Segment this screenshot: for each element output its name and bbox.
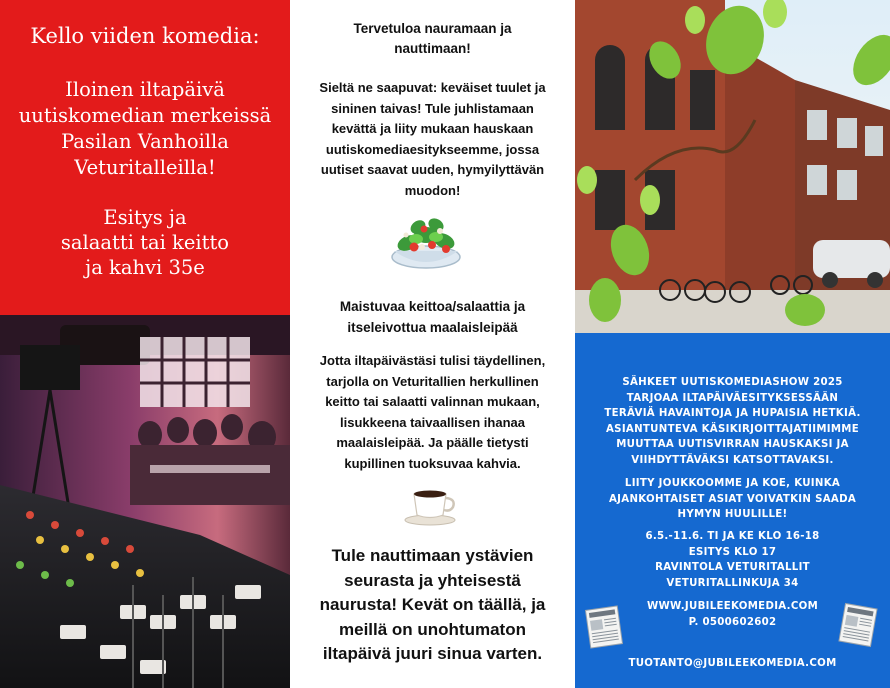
tagline-line: Pasilan Vanhoilla [61, 130, 229, 153]
tagline-line: Veturitalleilla! [74, 156, 216, 179]
offer-line: Esitys ja [103, 206, 187, 229]
closing-line: meillä on unohtumaton [339, 619, 526, 639]
event-venue: RAVINTOLA VETURITALLIT [655, 562, 810, 573]
description-line: TERÄVIÄ HAVAINTOJA JA HUPAISIA HETKIÄ. [604, 408, 861, 419]
event-title: Kello viiden komedia: [30, 24, 260, 48]
email-link[interactable]: TUOTANTO@JUBILEEKOMEDIA.COM [628, 658, 837, 669]
intro-line: Sieltä ne saapuvat: keväiset tuulet ja [319, 80, 546, 95]
food-line: keitto tai salaatti valinnan mukaan, [325, 394, 540, 409]
invitation-line: AJANKOHTAISET ASIAT VOIVATKIN SAADA [608, 493, 857, 505]
building-photo-illustration [575, 0, 890, 333]
coffee-cup-icon [402, 484, 458, 526]
blue-info-panel [575, 333, 890, 688]
event-tagline [0, 77, 290, 181]
soup-heading-line: itseleivottua maalaisleipää [347, 320, 518, 335]
description-line: SÄHKEET UUTISKOMEDIASHOW 2025 [622, 377, 843, 388]
email-contact [575, 656, 890, 672]
event-address: VETURITALLINKUJA 34 [666, 577, 799, 589]
closing-line: iltapäivä juuri sinua varten. [322, 644, 543, 663]
brick-building-photo [575, 0, 890, 333]
closing-line: naurusta! Kevät on täällä, ja [319, 595, 546, 614]
mixer-photo-illustration [0, 315, 290, 688]
description-line: MUUTTAA UUTISVIRRAN HAUSKAKSI JA [616, 439, 849, 450]
food-line: kupillinen tuoksuvaa kahvia. [344, 455, 521, 471]
newspaper-icon [838, 602, 878, 647]
welcome-line: Tervetuloa nauramaan ja [353, 21, 512, 36]
welcome-line: nauttimaan! [394, 41, 471, 56]
intro-line: uutiskomediaesitykseemme, jossa [325, 141, 540, 157]
phone-number[interactable]: P. 0500602602 [688, 616, 777, 628]
price-offer [0, 205, 290, 280]
invitation-line: HYMYN HUULILLE! [677, 509, 788, 520]
invitation-line: LIITY JOUKKOOMME JA KOE, KUINKA [624, 478, 841, 489]
food-line: maalaisleipää. Ja päälle tietysti [336, 435, 529, 450]
soup-salad-heading [300, 296, 565, 338]
intro-line: kevättä ja liity mukaan hauskaan [331, 121, 534, 136]
food-line: lisukkeena taivaallisen ihanaa [340, 414, 525, 430]
invitation [575, 476, 890, 523]
description-line: TARJOAA ILTAPÄIVÄESITYKSESSÄÄN [626, 392, 839, 404]
food-line: Jotta iltapäivästäsi tulisi täydellinen, [319, 353, 546, 368]
tagline-line: uutiskomedian merkeissä [18, 104, 272, 127]
intro-line: muodon! [404, 182, 461, 198]
sound-mixer-audience-photo [0, 315, 290, 688]
soup-heading-line: Maistuvaa keittoa/salaattia ja [339, 299, 526, 314]
description-line: ASIANTUNTEVA KÄSIKIRJOITTAJATIIMIMME [606, 423, 859, 435]
show-description [575, 375, 890, 468]
welcome-heading [300, 19, 565, 59]
event-time: ESITYS KLO 17 [688, 546, 777, 558]
intro-paragraph [296, 78, 569, 201]
info-column [290, 0, 575, 688]
website-link[interactable]: WWW.JUBILEEKOMEDIA.COM [646, 601, 819, 612]
closing-paragraph [296, 544, 569, 667]
intro-line: sininen taivas! Tule juhlistamaan [331, 100, 534, 116]
food-line: tarjolla on Veturitallien herkullinen [326, 373, 539, 389]
closing-line: Tule nauttimaan ystävien [331, 546, 534, 565]
intro-line: uutiset saavat uuden, hymyilyttävän [320, 162, 545, 177]
offer-line: ja kahvi 35e [85, 256, 205, 279]
closing-line: seurasta ja yhteisestä [344, 570, 521, 590]
tagline-line: Iloinen iltapäivä [65, 78, 225, 101]
description-line: VIIHDYTTÄVÄKSI KATSOTTAVAKSI. [631, 454, 834, 466]
event-details [575, 529, 890, 591]
food-paragraph [296, 351, 569, 474]
offer-line: salaatti tai keitto [60, 231, 230, 254]
event-date: 6.5.-11.6. TI JA KE KLO 16-18 [645, 531, 820, 542]
newspaper-icon [584, 605, 623, 649]
salad-icon [386, 207, 466, 273]
red-promo-panel [0, 0, 290, 315]
